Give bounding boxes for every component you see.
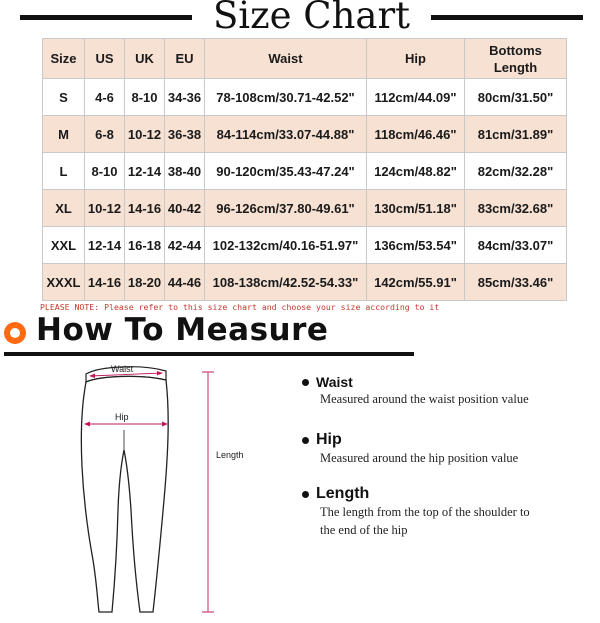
table-row: [43, 264, 567, 301]
measure-item-waist: [302, 374, 529, 408]
cell-eu: 42-44: [165, 227, 205, 264]
cell-size: M: [43, 116, 85, 153]
measure-description: The length from the top of the shoulder to: [320, 505, 530, 519]
header-uk: UK: [125, 39, 165, 79]
header-hip: Hip: [367, 39, 465, 79]
cell-length: 85cm/33.46": [465, 264, 567, 301]
cell-waist: 90-120cm/35.43-47.24": [205, 153, 367, 190]
cell-uk: 8-10: [125, 79, 165, 116]
cell-uk: 10-12: [125, 116, 165, 153]
cell-size: L: [43, 153, 85, 190]
cell-size: XL: [43, 190, 85, 227]
cell-waist: 84-114cm/33.07-44.88": [205, 116, 367, 153]
cell-waist: 96-126cm/37.80-49.61": [205, 190, 367, 227]
cell-hip: 124cm/48.82": [367, 153, 465, 190]
header-size: Size: [43, 39, 85, 79]
cell-eu: 38-40: [165, 153, 205, 190]
measure-name: Length: [316, 485, 370, 502]
header-waist: Waist: [205, 39, 367, 79]
cell-hip: 118cm/46.46": [367, 116, 465, 153]
cell-us: 10-12: [85, 190, 125, 227]
cell-us: 12-14: [85, 227, 125, 264]
measure-description: Measured around the hip position value: [320, 451, 519, 465]
title-rule-right: [431, 15, 583, 20]
size-chart-table: [42, 38, 567, 301]
cell-length: 80cm/31.50": [465, 79, 567, 116]
hip-label: Hip: [115, 412, 129, 422]
cell-length: 82cm/32.28": [465, 153, 567, 190]
measure-name: Waist: [316, 374, 353, 390]
table-row: [43, 79, 567, 116]
header-eu: EU: [165, 39, 205, 79]
cell-waist: 78-108cm/30.71-42.52": [205, 79, 367, 116]
cell-length: 84cm/33.07": [465, 227, 567, 264]
cell-size: XXXL: [43, 264, 85, 301]
cell-eu: 34-36: [165, 79, 205, 116]
cell-hip: 142cm/55.91": [367, 264, 465, 301]
measure-item-length: [302, 485, 530, 539]
cell-eu: 36-38: [165, 116, 205, 153]
header-bottoms-length: Bottoms Length: [465, 39, 567, 79]
cell-eu: 40-42: [165, 190, 205, 227]
table-row: [43, 190, 567, 227]
bullet-dot-icon: [302, 491, 309, 498]
cell-uk: 14-16: [125, 190, 165, 227]
cell-us: 6-8: [85, 116, 125, 153]
section-underline: [4, 352, 414, 356]
title-rule-left: [20, 15, 192, 20]
bullet-circle-icon: [4, 322, 26, 344]
waist-label: Waist: [111, 364, 134, 374]
cell-waist: 108-138cm/42.52-54.33": [205, 264, 367, 301]
measure-name: Hip: [316, 431, 342, 448]
header-us: US: [85, 39, 125, 79]
length-label: Length: [216, 450, 244, 460]
cell-us: 4-6: [85, 79, 125, 116]
cell-eu: 44-46: [165, 264, 205, 301]
table-header-row: [43, 39, 567, 79]
cell-size: S: [43, 79, 85, 116]
cell-waist: 102-132cm/40.16-51.97": [205, 227, 367, 264]
cell-length: 81cm/31.89": [465, 116, 567, 153]
page-title: Size Chart: [212, 0, 411, 37]
section-title: How To Measure: [36, 312, 329, 348]
cell-hip: 136cm/53.54": [367, 227, 465, 264]
cell-size: XXL: [43, 227, 85, 264]
table-row: [43, 153, 567, 190]
cell-hip: 112cm/44.09": [367, 79, 465, 116]
measure-description: the end of the hip: [320, 523, 408, 537]
cell-uk: 12-14: [125, 153, 165, 190]
bullet-dot-icon: [302, 379, 309, 386]
size-note: PLEASE NOTE: Please refer to this size chart and choose your size according to it: [40, 302, 440, 312]
cell-length: 83cm/32.68": [465, 190, 567, 227]
cell-us: 14-16: [85, 264, 125, 301]
measure-description: Measured around the waist position value: [320, 392, 529, 406]
cell-hip: 130cm/51.18": [367, 190, 465, 227]
table-row: [43, 116, 567, 153]
table-row: [43, 227, 567, 264]
cell-uk: 16-18: [125, 227, 165, 264]
cell-uk: 18-20: [125, 264, 165, 301]
cell-us: 8-10: [85, 153, 125, 190]
measure-item-hip: [302, 431, 518, 467]
title-row: [0, 0, 600, 40]
pants-measurement-diagram: [60, 360, 260, 618]
bullet-dot-icon: [302, 437, 309, 444]
